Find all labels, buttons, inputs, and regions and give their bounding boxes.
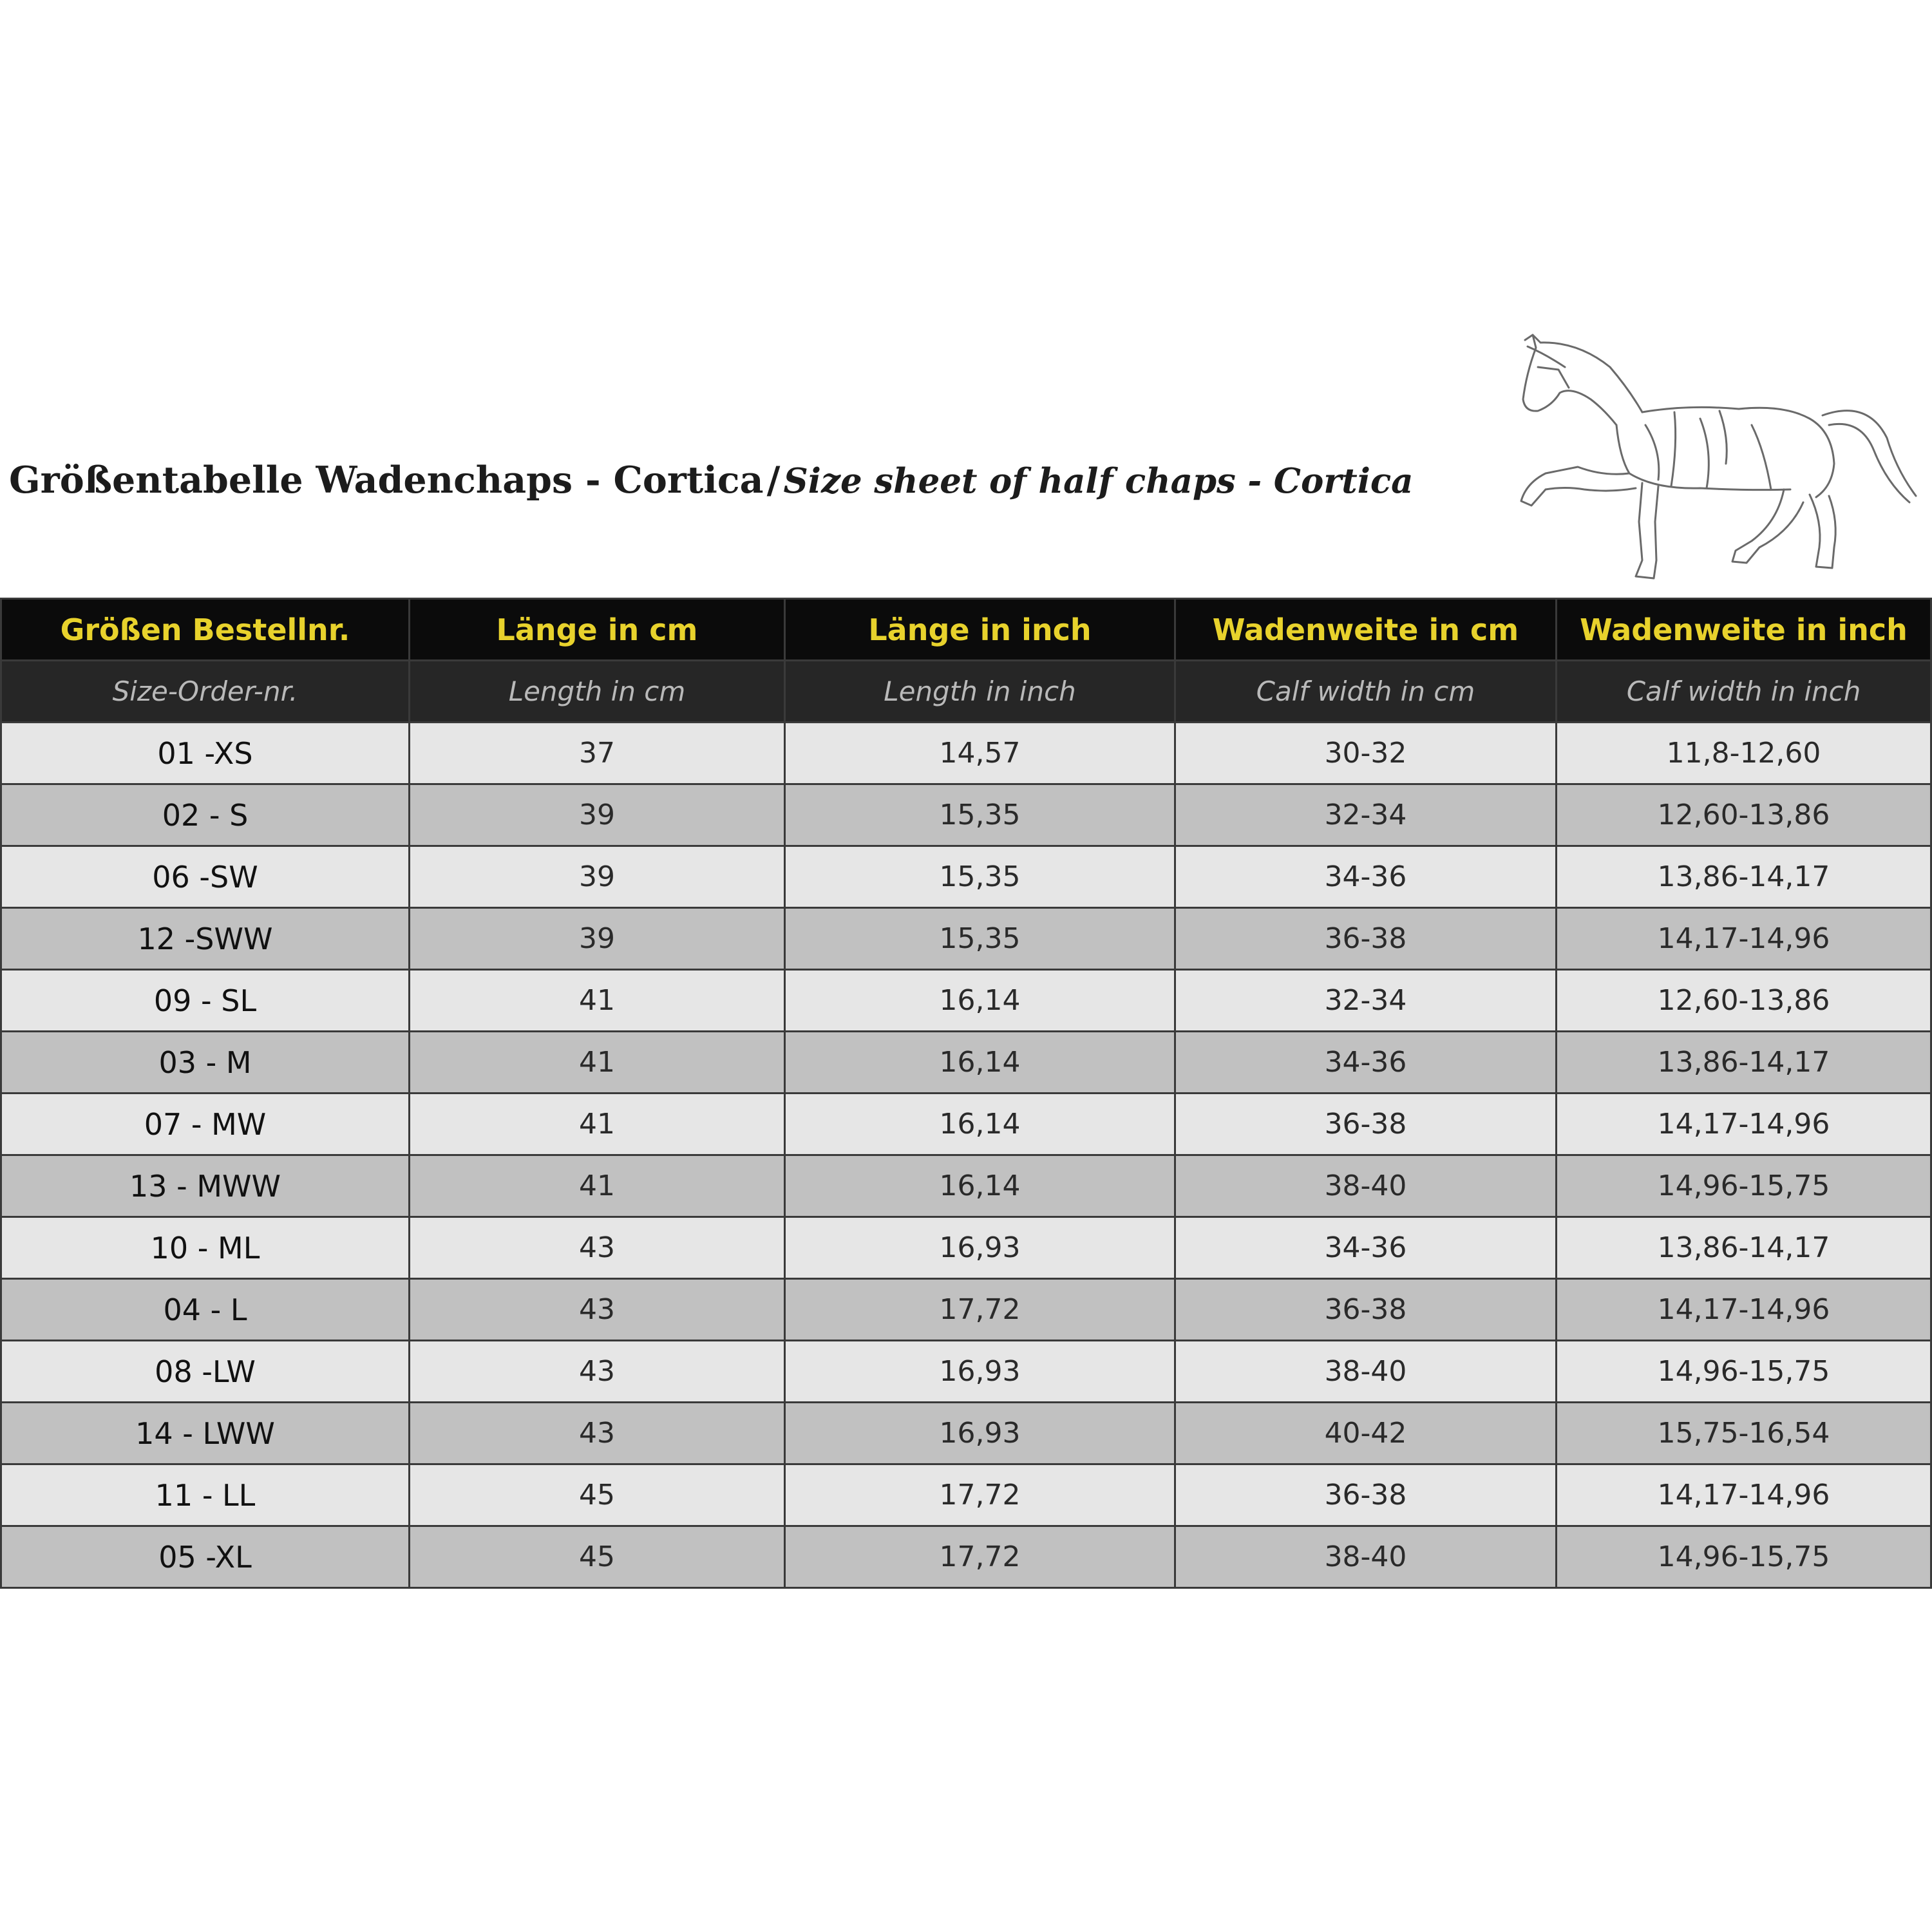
cell-size-order: 13 - MWW <box>1 1155 410 1217</box>
cell-length-inch: 14,57 <box>785 723 1175 784</box>
cell-calf-width-inch: 14,17-14,96 <box>1557 908 1931 970</box>
subheader-calf-width-cm: Calf width in cm <box>1175 661 1557 723</box>
table-row <box>1 970 1931 1032</box>
cell-length-cm: 41 <box>410 1032 785 1094</box>
cell-calf-width-cm: 34-36 <box>1175 1217 1557 1279</box>
cell-length-cm: 43 <box>410 1341 785 1403</box>
cell-size-order: 08 -LW <box>1 1341 410 1403</box>
cell-calf-width-cm: 38-40 <box>1175 1341 1557 1403</box>
cell-calf-width-cm: 32-34 <box>1175 970 1557 1032</box>
table-row <box>1 723 1931 784</box>
cell-length-inch: 17,72 <box>785 1279 1175 1341</box>
cell-length-inch: 16,93 <box>785 1217 1175 1279</box>
cell-length-inch: 16,14 <box>785 1032 1175 1094</box>
subheader-calf-width-inch: Calf width in inch <box>1557 661 1931 723</box>
cell-length-cm: 41 <box>410 970 785 1032</box>
table-body <box>1 723 1931 1588</box>
cell-calf-width-cm: 30-32 <box>1175 723 1557 784</box>
cell-length-inch: 16,14 <box>785 1155 1175 1217</box>
horse-sketch-icon <box>1507 328 1919 586</box>
cell-calf-width-cm: 34-36 <box>1175 1032 1557 1094</box>
cell-calf-width-cm: 38-40 <box>1175 1526 1557 1588</box>
header-calf-width-inch: Wadenweite in inch <box>1557 599 1931 661</box>
cell-length-inch: 16,93 <box>785 1341 1175 1403</box>
cell-size-order: 06 -SW <box>1 846 410 908</box>
cell-length-inch: 17,72 <box>785 1464 1175 1526</box>
header-length-inch: Länge in inch <box>785 599 1175 661</box>
title-separator: / <box>766 459 781 502</box>
cell-length-cm: 43 <box>410 1217 785 1279</box>
cell-length-cm: 45 <box>410 1526 785 1588</box>
table-row <box>1 846 1931 908</box>
cell-size-order: 07 - MW <box>1 1094 410 1155</box>
cell-length-cm: 37 <box>410 723 785 784</box>
cell-length-inch: 16,14 <box>785 1094 1175 1155</box>
header-size-order: Größen Bestellnr. <box>1 599 410 661</box>
cell-length-inch: 16,93 <box>785 1403 1175 1464</box>
cell-calf-width-cm: 36-38 <box>1175 1464 1557 1526</box>
cell-length-cm: 39 <box>410 846 785 908</box>
header-length-cm: Länge in cm <box>410 599 785 661</box>
cell-length-inch: 17,72 <box>785 1526 1175 1588</box>
subheader-size-order: Size-Order-nr. <box>1 661 410 723</box>
cell-length-cm: 39 <box>410 784 785 846</box>
cell-size-order: 10 - ML <box>1 1217 410 1279</box>
table-row <box>1 1526 1931 1588</box>
cell-length-cm: 41 <box>410 1155 785 1217</box>
cell-size-order: 05 -XL <box>1 1526 410 1588</box>
cell-size-order: 01 -XS <box>1 723 410 784</box>
cell-calf-width-inch: 14,17-14,96 <box>1557 1464 1931 1526</box>
cell-size-order: 12 -SWW <box>1 908 410 970</box>
size-table <box>0 598 1932 1589</box>
cell-calf-width-cm: 36-38 <box>1175 1279 1557 1341</box>
cell-calf-width-cm: 36-38 <box>1175 1094 1557 1155</box>
cell-calf-width-inch: 12,60-13,86 <box>1557 784 1931 846</box>
table-row <box>1 1094 1931 1155</box>
page-title <box>9 459 1413 502</box>
table-row <box>1 1464 1931 1526</box>
cell-calf-width-inch: 13,86-14,17 <box>1557 1032 1931 1094</box>
header-calf-width-cm: Wadenweite in cm <box>1175 599 1557 661</box>
table-row <box>1 1341 1931 1403</box>
subheader-length-cm: Length in cm <box>410 661 785 723</box>
table-row <box>1 1032 1931 1094</box>
cell-size-order: 02 - S <box>1 784 410 846</box>
cell-calf-width-inch: 14,17-14,96 <box>1557 1279 1931 1341</box>
cell-calf-width-inch: 13,86-14,17 <box>1557 846 1931 908</box>
cell-calf-width-inch: 14,17-14,96 <box>1557 1094 1931 1155</box>
cell-calf-width-cm: 34-36 <box>1175 846 1557 908</box>
cell-calf-width-inch: 14,96-15,75 <box>1557 1341 1931 1403</box>
cell-calf-width-cm: 40-42 <box>1175 1403 1557 1464</box>
subheader-length-inch: Length in inch <box>785 661 1175 723</box>
cell-length-cm: 43 <box>410 1279 785 1341</box>
cell-calf-width-cm: 36-38 <box>1175 908 1557 970</box>
table-row <box>1 1217 1931 1279</box>
cell-length-inch: 15,35 <box>785 908 1175 970</box>
cell-length-cm: 43 <box>410 1403 785 1464</box>
table-row <box>1 1279 1931 1341</box>
cell-calf-width-inch: 15,75-16,54 <box>1557 1403 1931 1464</box>
subheader-row <box>1 661 1931 723</box>
cell-calf-width-inch: 11,8-12,60 <box>1557 723 1931 784</box>
cell-calf-width-cm: 38-40 <box>1175 1155 1557 1217</box>
cell-length-cm: 41 <box>410 1094 785 1155</box>
cell-size-order: 09 - SL <box>1 970 410 1032</box>
table-row <box>1 1403 1931 1464</box>
cell-calf-width-inch: 13,86-14,17 <box>1557 1217 1931 1279</box>
table-row <box>1 1155 1931 1217</box>
cell-length-inch: 15,35 <box>785 846 1175 908</box>
title-german: Größentabelle Wadenchaps - Cortica <box>9 459 764 502</box>
cell-length-inch: 15,35 <box>785 784 1175 846</box>
table-row <box>1 908 1931 970</box>
cell-length-inch: 16,14 <box>785 970 1175 1032</box>
cell-length-cm: 39 <box>410 908 785 970</box>
cell-size-order: 14 - LWW <box>1 1403 410 1464</box>
cell-length-cm: 45 <box>410 1464 785 1526</box>
header-row <box>1 599 1931 661</box>
cell-size-order: 04 - L <box>1 1279 410 1341</box>
cell-calf-width-inch: 14,96-15,75 <box>1557 1155 1931 1217</box>
title-english: Size sheet of half chaps - Cortica <box>783 461 1414 501</box>
table-row <box>1 784 1931 846</box>
cell-calf-width-inch: 14,96-15,75 <box>1557 1526 1931 1588</box>
cell-calf-width-cm: 32-34 <box>1175 784 1557 846</box>
cell-calf-width-inch: 12,60-13,86 <box>1557 970 1931 1032</box>
cell-size-order: 03 - M <box>1 1032 410 1094</box>
cell-size-order: 11 - LL <box>1 1464 410 1526</box>
